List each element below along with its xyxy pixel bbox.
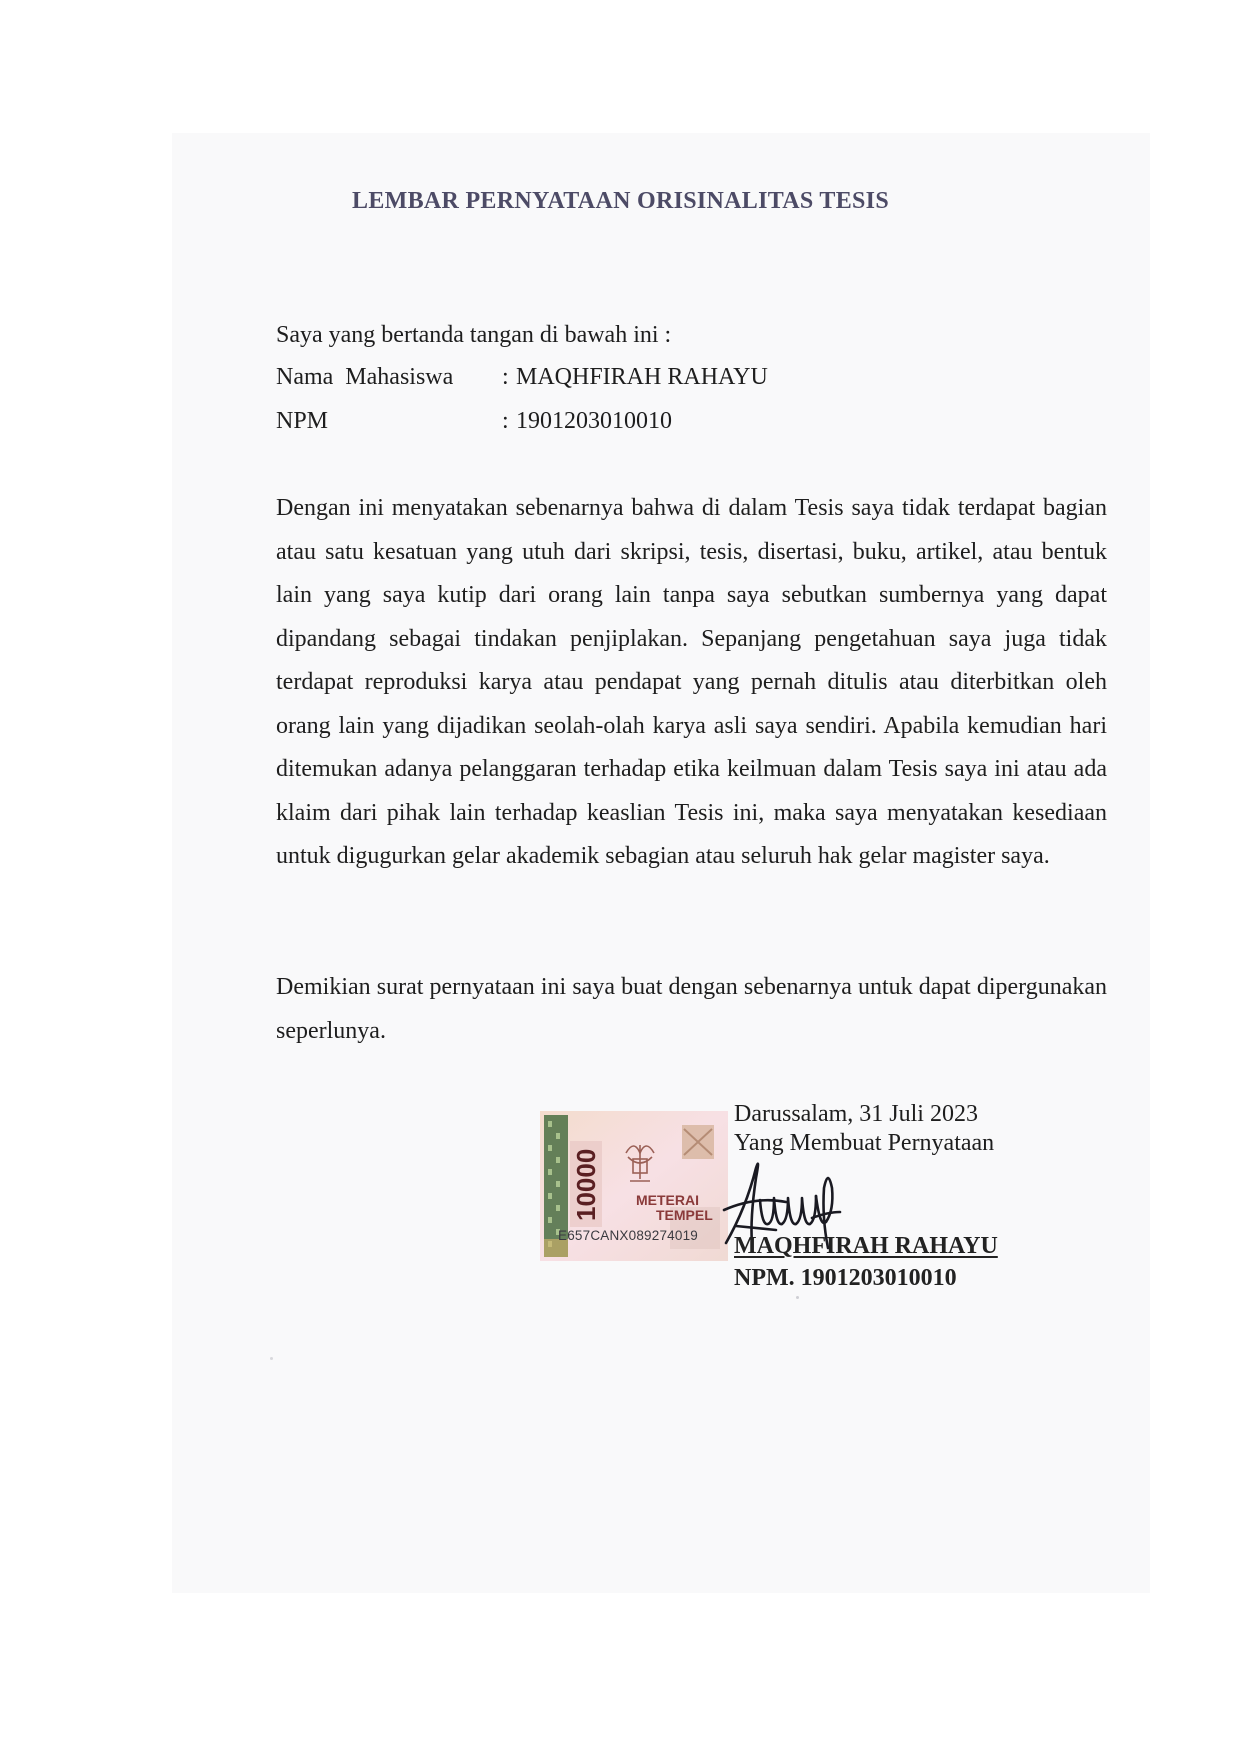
student-npm-value: 1901203010010	[516, 408, 672, 434]
scan-speck	[270, 1357, 273, 1360]
stamp-value: 10000	[571, 1148, 601, 1222]
scan-speck-2	[796, 1296, 799, 1299]
signer-npm: NPM. 1901203010010	[734, 1265, 957, 1291]
student-name-value: MAQHFIRAH RAHAYU	[516, 364, 768, 390]
document-title: LEMBAR PERNYATAAN ORISINALITAS TESIS	[352, 188, 889, 214]
stamp-label-meterai: METERAI	[636, 1192, 699, 1208]
student-npm-label: NPM	[276, 408, 329, 434]
duty-stamp	[540, 1111, 728, 1261]
signer-name: MAQHFIRAH RAHAYU	[734, 1233, 998, 1259]
intro-line: Saya yang bertanda tangan di bawah ini :	[276, 322, 672, 348]
stamp-label-tempel: TEMPEL	[656, 1207, 713, 1223]
statement-paragraph: Dengan ini menyatakan sebenarnya bahwa di dalam Tesis saya tidak terdapat bagian atau satu kesatuan yang utuh dari skripsi, tesis, disertasi, buku, artikel, atau bentuk lain yang saya kutip dari orang lain tanpa saya sebutkan sumbernya yang dapat dipandang sebagai tindakan penjiplakan. Sepanjang pengetahuan saya juga tidak terdapat reproduksi karya atau pendapat yang pernah ditulis atau diterbitkan oleh orang lain yang dijadikan seolah-olah karya asli saya sendiri. Apabila kemudian hari ditemukan adanya pelanggaran terhadap etika keilmuan dalam Tesis saya ini atau ada klaim dari pihak lain terhadap keaslian Tesis ini, maka saya menyatakan kesediaan untuk digugurkan gelar akademik sebagian atau seluruh hak gelar magister saya.	[276, 495, 1107, 869]
closing-paragraph: Demikian surat pernyataan ini saya buat dengan sebenarnya untuk dapat dipergunakan seperlunya.	[276, 974, 1107, 1044]
signer-role: Yang Membuat Pernyataan	[734, 1130, 995, 1156]
place-date: Darussalam, 31 Juli 2023	[734, 1101, 978, 1127]
student-name-colon: :	[502, 364, 509, 390]
student-name-label: Nama Mahasiswa	[276, 364, 454, 390]
stamp-serial: E657CANX089274019	[558, 1228, 699, 1243]
student-npm-colon: :	[502, 408, 509, 434]
